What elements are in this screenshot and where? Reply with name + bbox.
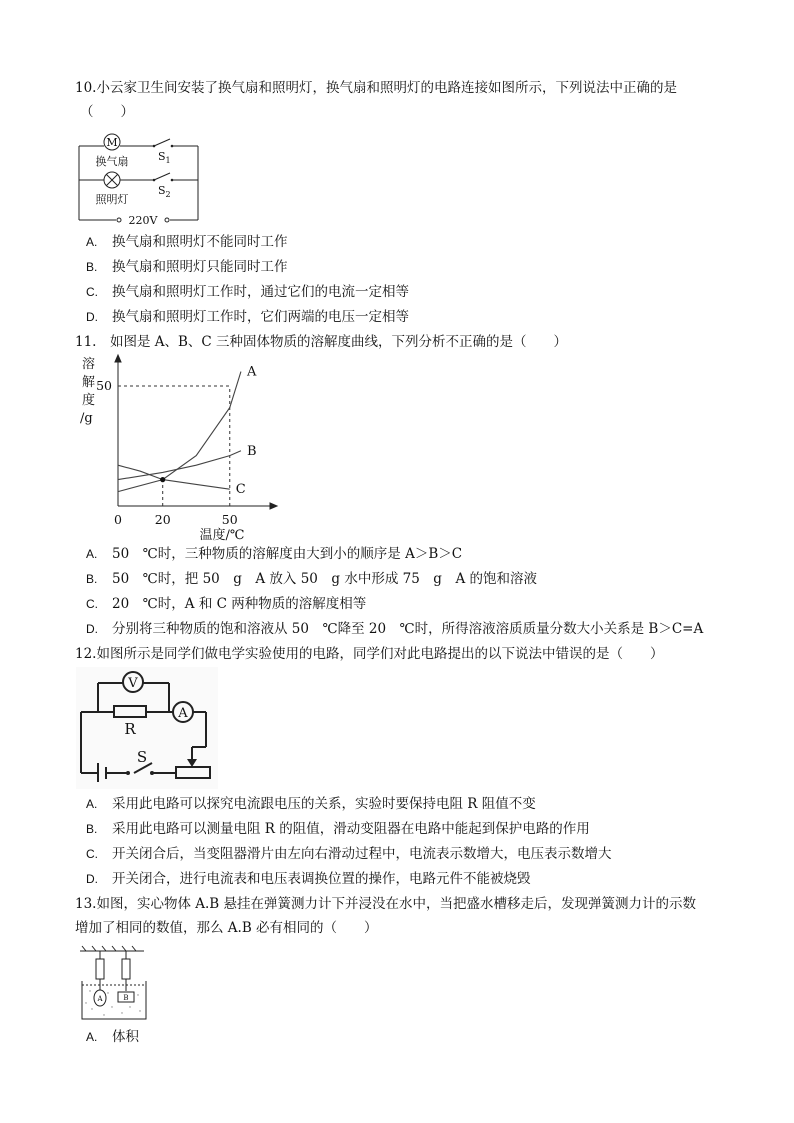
chart-x-label: 温度/℃	[199, 528, 245, 543]
q12-option-d: D. 开关闭合，进行电流表和电压表调换位置的操作，电路元件不能被烧毁	[86, 871, 531, 887]
svg-text:溶: 溶	[82, 357, 96, 372]
q13-stem-line1: 13.如图，实心物体 A.B 悬挂在弹簧测力计下并浸没在水中，当把盛水槽移走后，发现弹簧测力计的示数	[75, 896, 697, 912]
q11-option-b: B. 50 ℃时，把 50 g A 放入 50 g 水中形成 75 g A 的饱和溶液	[86, 571, 537, 587]
solubility-chart	[74, 356, 284, 542]
chart-y-label	[80, 356, 95, 426]
voltage-label: 220V	[128, 214, 158, 227]
y-tick-label-50: 50	[96, 378, 112, 393]
chart-y-axis-arrow	[115, 355, 121, 362]
q11-option-c: C. 20 ℃时，A 和 C 两种物质的溶解度相等	[86, 596, 367, 612]
x-tick-label-20: 20	[154, 512, 171, 527]
object-b-label: B	[123, 994, 129, 1002]
q13-spring-scale-diagram	[78, 945, 150, 1021]
svg-text:/g: /g	[80, 411, 93, 426]
switch-label: S	[136, 748, 148, 766]
ammeter-symbol: A	[178, 706, 188, 721]
q10-option-b: B. 换气扇和照明灯只能同时工作	[86, 259, 288, 275]
q12-stem: 12.如图所示是同学们做电学实验使用的电路，同学们对此电路提出的以下说法中错误的是（ ）	[75, 646, 664, 662]
svg-text:解: 解	[82, 375, 96, 390]
q10-option-a: A. 换气扇和照明灯不能同时工作	[86, 234, 288, 250]
q12-circuit-diagram	[76, 667, 218, 789]
svg-text:度: 度	[82, 393, 96, 408]
series-b-curve	[118, 451, 241, 480]
intersection-point	[160, 477, 165, 482]
motor-symbol: M	[106, 136, 118, 149]
q11-stem: 11. 如图是 A、B、C 三种固体物质的溶解度曲线，下列分析不正确的是（ ）	[75, 334, 568, 350]
x-tick-label-0: 0	[114, 512, 122, 527]
x-tick-label-50: 50	[221, 512, 238, 527]
q10-circuit-diagram	[72, 128, 207, 228]
q10-option-d: D. 换气扇和照明灯工作时，它们两端的电压一定相等	[86, 309, 409, 325]
q11-option-d: D. 分别将三种物质的饱和溶液从 50 ℃降至 20 ℃时，所得溶液溶质质量分数大小关系是 B＞C=A	[86, 621, 704, 637]
switch-s2-label: $S_2$	[158, 184, 171, 199]
resistor-label: R	[124, 720, 136, 738]
object-a-label: A	[97, 995, 103, 1003]
q13-stem-line2: 增加了相同的数值，那么 A.B 必有相同的（ ）	[75, 920, 378, 936]
q12-option-c: C. 开关闭合后，当变阻器滑片由左向右滑动过程中，电流表示数增大，电压表示数增大	[86, 846, 612, 862]
q12-option-a: A. 采用此电路可以探究电流跟电压的关系，实验时要保持电阻 R 阻值不变	[86, 796, 536, 812]
q10-stem-line2: （ ）	[80, 104, 134, 120]
q10-option-c: C. 换气扇和照明灯工作时，通过它们的电流一定相等	[86, 284, 409, 300]
q12-option-b: B. 采用此电路可以测量电阻 R 的阻值，滑动变阻器在电路中能起到保护电路的作用	[86, 821, 590, 837]
series-a-label: A	[246, 364, 257, 380]
series-a-curve	[118, 372, 241, 492]
series-c-label: C	[235, 482, 246, 498]
series-b-label: B	[246, 443, 257, 459]
chart-x-axis-arrow	[270, 503, 277, 509]
q10-stem-line1: 10.小云家卫生间安装了换气扇和照明灯，换气扇和照明灯的电路连接如图所示，下列说法中正确的是	[75, 80, 677, 96]
voltmeter-symbol: V	[128, 676, 138, 691]
fan-label: 换气扇	[95, 155, 129, 168]
q11-option-a: A. 50 ℃时，三种物质的溶解度由大到小的顺序是 A＞B＞C	[86, 546, 463, 562]
q13-option-a: A. 体积	[86, 1029, 139, 1045]
lamp-label: 照明灯	[95, 193, 129, 206]
switch-s1-label: $S_1$	[158, 150, 171, 165]
